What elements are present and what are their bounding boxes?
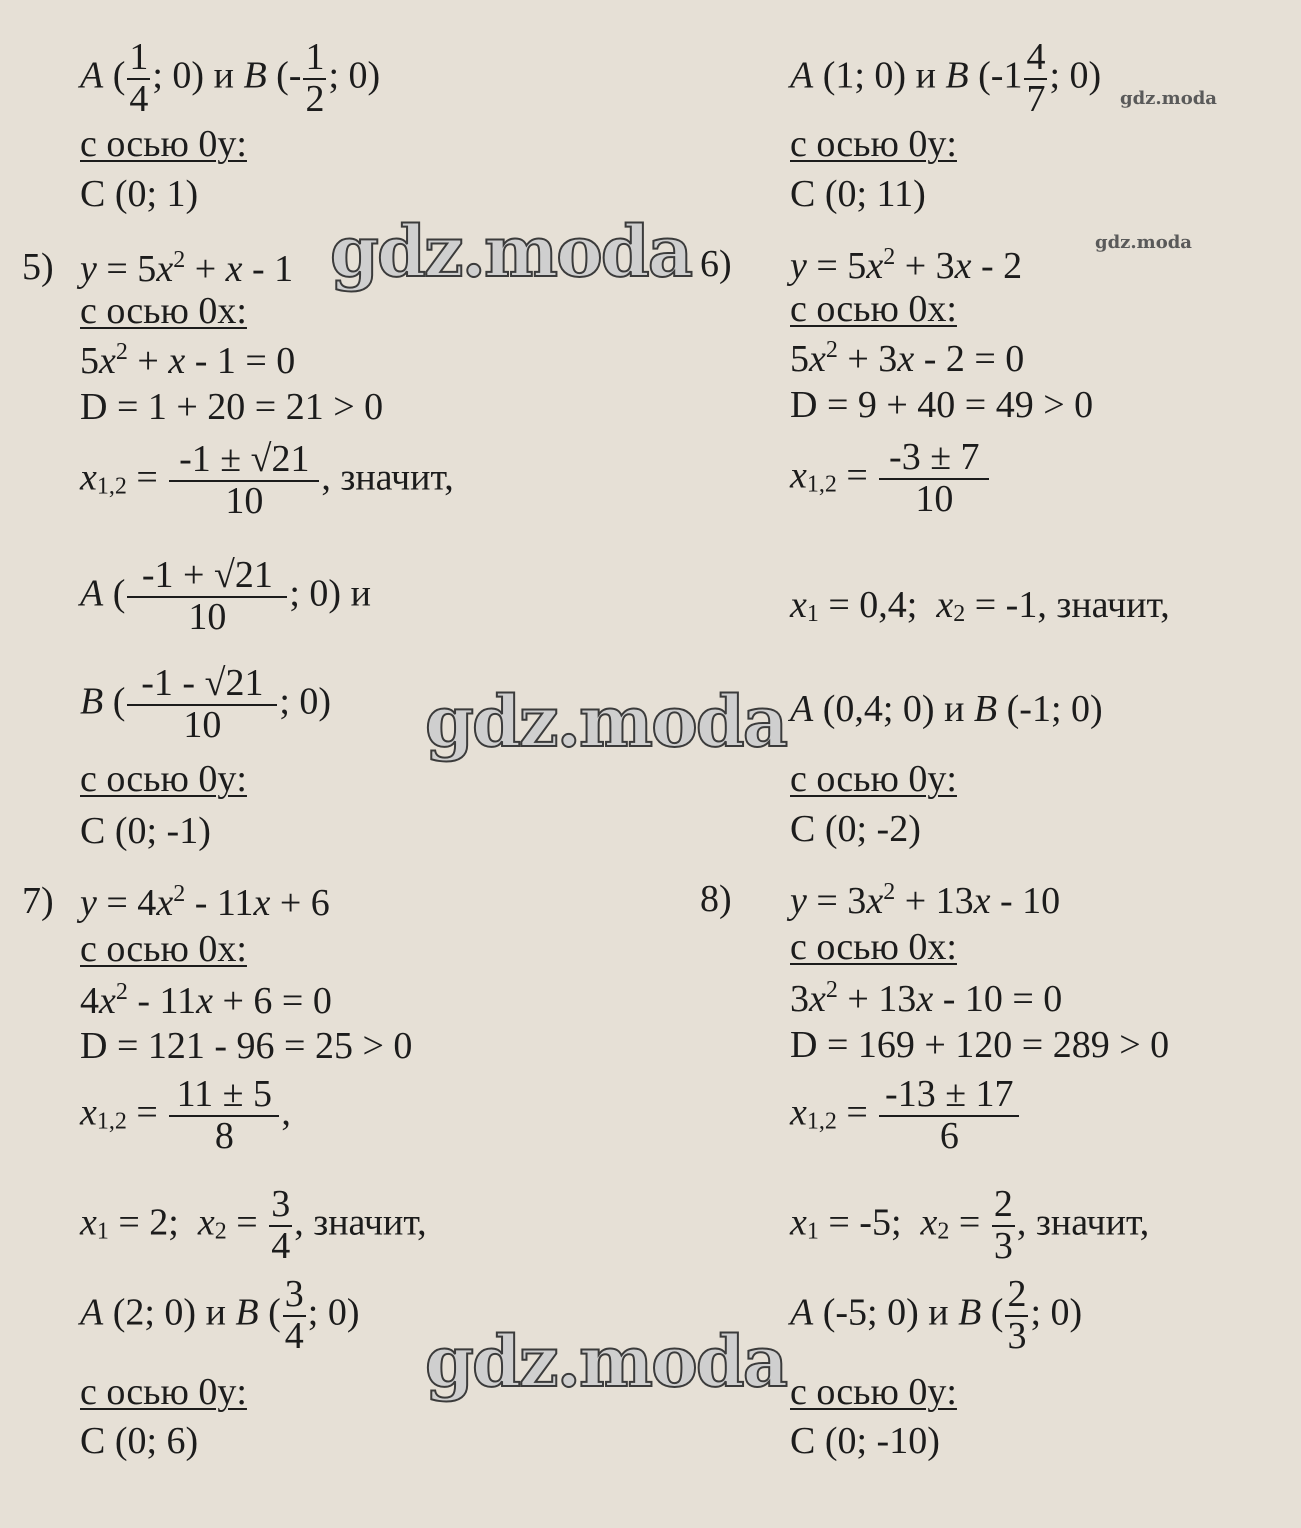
problem-8-number: 8) [700,878,732,920]
watermark-small-2: gdz.moda [1095,232,1192,253]
top-left-axis-y: с осью 0y: [80,123,247,165]
problem-6-equation: $5x^2 + 3x - 2 = 0$ [790,337,1025,380]
problem-7-number: 7) [22,880,54,922]
problem-7-roots-formula: x1,2 = $\frac{11 \pm 5}{8}$ , [80,1073,291,1157]
problem-8-point-y: C (0; -10) [790,1420,940,1462]
problem-6-function: $y = 5x^2 + 3x - 2$ [790,244,1023,287]
problem-5-number: 5) [22,246,54,288]
problem-6-axis-y: с осью 0y: [790,758,957,800]
problem-7-point-y: C (0; 6) [80,1420,199,1462]
problem-6-point-y: C (0; -2) [790,808,921,850]
top-right-points-x: A (1; 0) и B (-1 $\frac{4}{7}$ ; 0) [790,36,1102,120]
problem-5-roots-formula: x1,2 = $\frac{-1 \pm √21}{10}$ , значит, [80,438,454,522]
top-right-axis-y: с осью 0y: [790,123,957,165]
problem-7-axis-y: с осью 0y: [80,1371,247,1413]
problem-7-points: A (2; 0) и B ( $\frac{3}{4}$ ; 0) [80,1273,360,1357]
problem-8-function: $y = 3x^2 + 13x - 10$ [790,879,1061,922]
problem-6-axis-x: с осью 0x: [790,288,957,330]
problem-5-point-b: B ( $\frac{-1 - √21}{10}$ ; 0) [80,662,332,746]
top-left-point-y: C (0; 1) [80,173,199,215]
problem-8-roots: x1 = -5; x2 = $\frac{2}{3}$ , значит, [790,1183,1150,1267]
problem-7-discriminant: D = 121 - 96 = 25 > 0 [80,1025,413,1067]
problem-8-equation: $3x^2 + 13x - 10 = 0$ [790,977,1063,1020]
problem-6-roots-formula: x1,2 = $\frac{-3 \pm 7}{10}$ [790,438,991,520]
problem-7-function: $y = 4x^2 - 11x + 6$ [80,881,330,924]
problem-8-roots-formula: x1,2 = $\frac{-13 \pm 17}{6}$ [790,1075,1021,1157]
problem-6-roots: x1 = 0,4; x2 = -1, значит, [790,584,1170,627]
problem-5-axis-x: с осью 0x: [80,290,247,332]
problem-5-axis-y: с осью 0y: [80,758,247,800]
watermark-small-1: gdz.moda [1120,88,1217,109]
watermark-large-2: gdz.moda [425,680,787,763]
problem-8-axis-x: с осью 0x: [790,926,957,968]
problem-6-discriminant: D = 9 + 40 = 49 > 0 [790,384,1094,426]
watermark-large-3: gdz.moda [425,1320,787,1403]
problem-8-axis-y: с осью 0y: [790,1371,957,1413]
top-left-points-x: A ( $\frac{1}{4}$ ; 0) и B (- $\frac{1}{2}$ ; 0) [80,36,381,120]
problem-8-discriminant: D = 169 + 120 = 289 > 0 [790,1024,1170,1066]
top-right-point-y: C (0; 11) [790,173,926,215]
problem-5-discriminant: D = 1 + 20 = 21 > 0 [80,386,384,428]
watermark-large-1: gdz.moda [330,210,692,293]
problem-5-equation: $5x^2 + x - 1 = 0$ [80,339,296,382]
problem-5-function: $y = 5x^2 + x - 1$ [80,247,294,290]
problem-5-point-y: C (0; -1) [80,810,211,852]
problem-7-axis-x: с осью 0x: [80,928,247,970]
problem-5-point-a: A ( $\frac{-1 + √21}{10}$ ; 0) и [80,554,371,638]
problem-7-equation: $4x^2 - 11x + 6 = 0$ [80,979,332,1022]
problem-6-number: 6) [700,243,732,285]
problem-6-points: A (0,4; 0) и B (-1; 0) [790,688,1103,730]
problem-8-points: A (-5; 0) и B ( $\frac{2}{3}$ ; 0) [790,1273,1083,1357]
problem-7-roots: x1 = 2; x2 = $\frac{3}{4}$ , значит, [80,1183,427,1267]
